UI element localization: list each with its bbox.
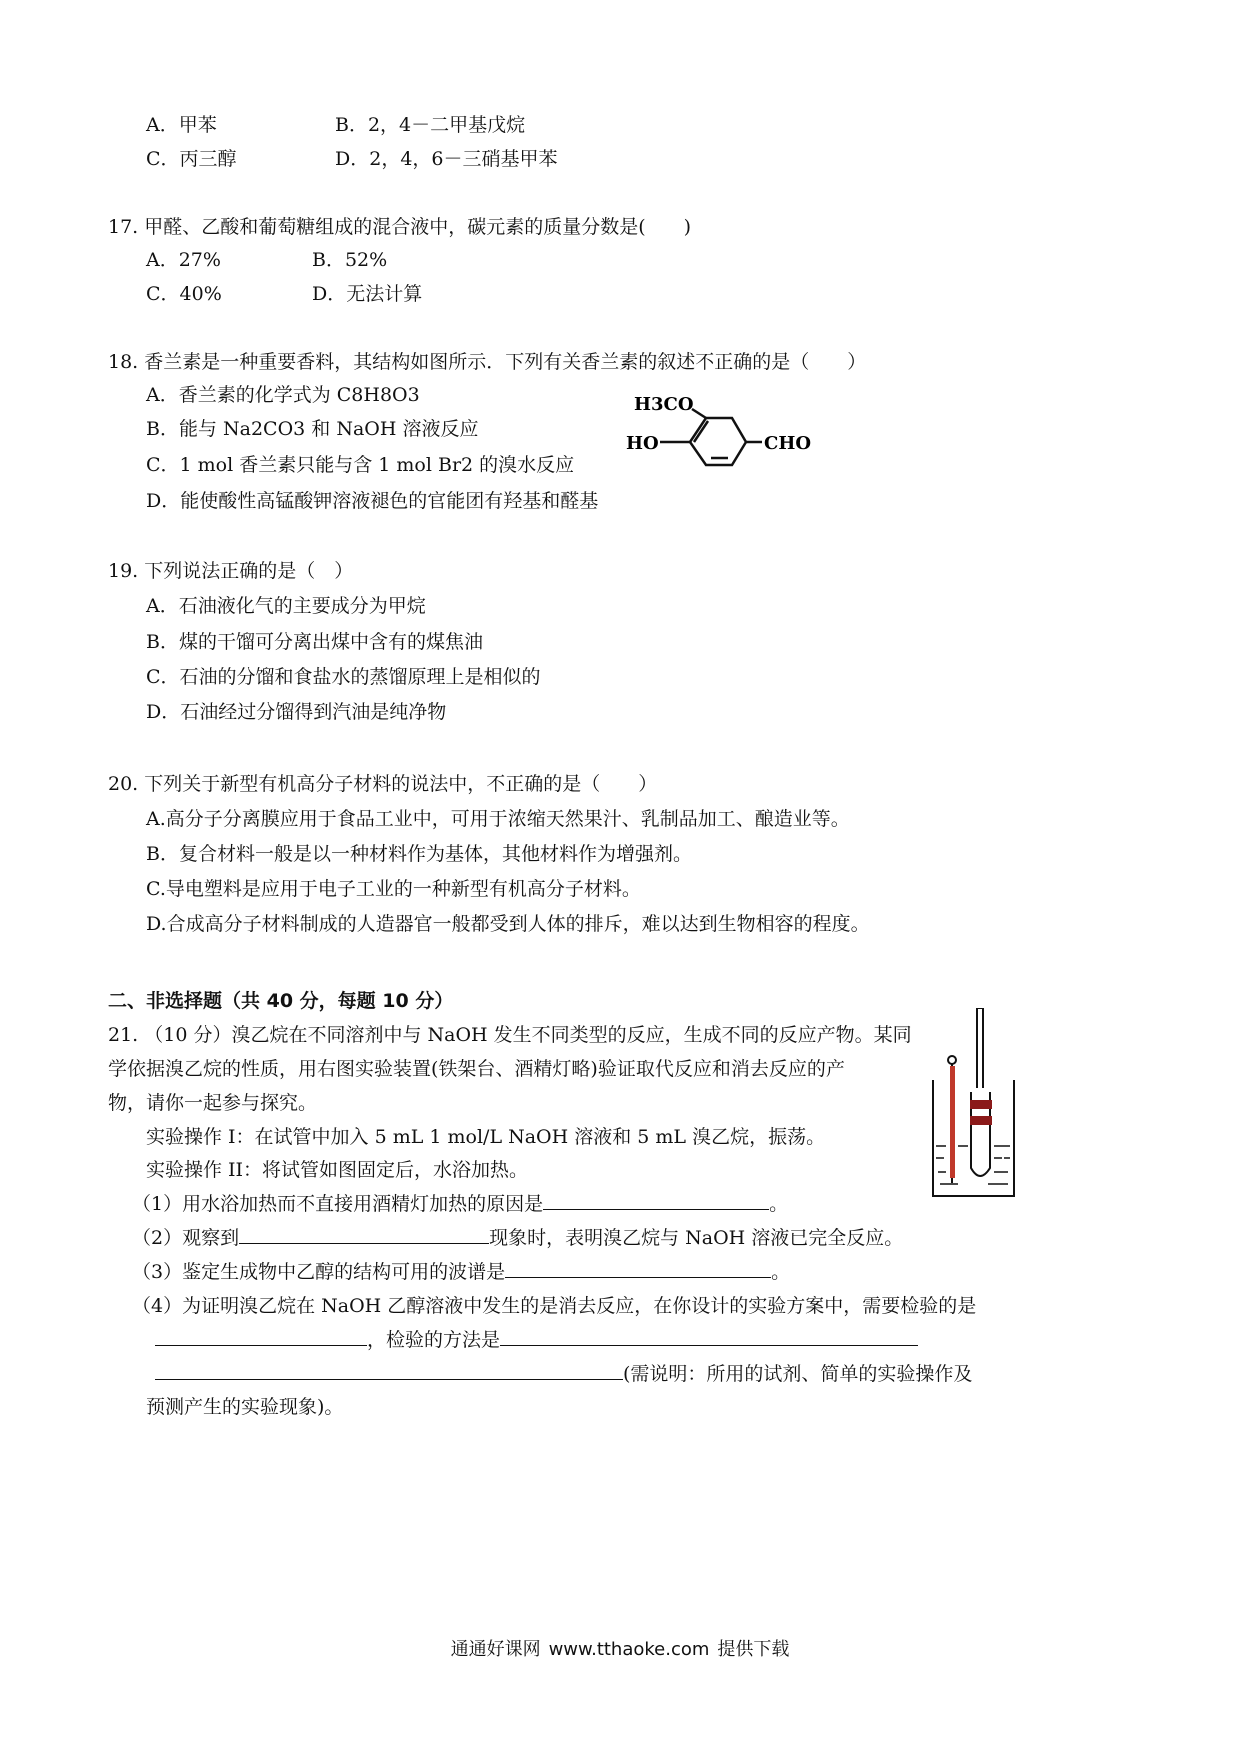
q21-part2 xyxy=(132,1225,903,1251)
q16-option-b: B．2，4－二甲基戊烷 xyxy=(335,114,526,136)
beaker xyxy=(933,1080,1014,1196)
q18-option-b: B．能与 Na2CO3 和 NaOH 溶液反应 xyxy=(146,418,479,440)
q19-stem: 19. 下列说法正确的是（ ） xyxy=(108,560,354,582)
q21-part4-line4: 预测产生的实验现象)。 xyxy=(146,1396,344,1418)
water-bath-apparatus-diagram xyxy=(928,1008,1020,1208)
water-level xyxy=(936,1146,1010,1184)
q20-option-b: B．复合材料一般是以一种材料作为基体，其他材料作为增强剂。 xyxy=(146,843,692,865)
q21-part4-note: (需说明：所用的试剂、简单的实验操作及 xyxy=(623,1363,973,1385)
thermometer-column xyxy=(950,1066,955,1178)
q17-option-b: B．52% xyxy=(312,249,388,271)
q21-part4-method-label: ，检验的方法是 xyxy=(367,1329,501,1351)
q21-part3-text: （3）鉴定生成物中乙醇的结构可用的波谱是 xyxy=(132,1261,506,1283)
q17-stem: 17. 甲醛、乙酸和葡萄糖组成的混合液中，碳元素的质量分数是( ) xyxy=(108,216,692,238)
q21-intro-line3: 物，请你一起参与探究。 xyxy=(108,1092,318,1114)
vanillin-structure-diagram xyxy=(620,385,820,490)
footer-url[interactable]: www.tthaoke.com xyxy=(548,1639,710,1660)
stopper-upper xyxy=(970,1100,992,1109)
q20-option-d: D.合成高分子材料制成的人造器官一般都受到人体的排斥，难以达到生物相容的程度。 xyxy=(146,913,870,935)
q18-option-d: D．能使酸性高锰酸钾溶液褪色的官能团有羟基和醛基 xyxy=(146,490,599,512)
q21-part4-line2 xyxy=(155,1327,918,1353)
q20-option-c: C.导电塑料是应用于电子工业的一种新型有机高分子材料。 xyxy=(146,878,641,900)
q19-option-c: C．石油的分馏和食盐水的蒸馏原理上是相似的 xyxy=(146,666,541,688)
q21-part1 xyxy=(132,1191,788,1217)
q19-option-b: B．煤的干馏可分离出煤中含有的煤焦油 xyxy=(146,631,483,653)
q21-part1-answer-blank[interactable] xyxy=(543,1191,769,1210)
q16-option-a: A．甲苯 xyxy=(146,114,217,136)
q21-operation-1: 实验操作 I：在试管中加入 5 mL 1 mol/L NaOH 溶液和 5 mL 溴乙烷，振荡。 xyxy=(146,1126,826,1148)
footer-suffix: 提供下载 xyxy=(717,1639,790,1660)
q16-option-d: D．2，4，6－三硝基甲苯 xyxy=(335,148,558,170)
q19-option-d: D．石油经过分馏得到汽油是纯净物 xyxy=(146,701,447,723)
q18-stem: 18. 香兰素是一种重要香料，其结构如图所示．下列有关香兰素的叙述不正确的是（ ） xyxy=(108,351,867,373)
q18-option-a: A．香兰素的化学式为 C8H8O3 xyxy=(146,384,420,406)
q16-option-c: C．丙三醇 xyxy=(146,148,237,170)
q21-operation-2: 实验操作 II：将试管如图固定后，水浴加热。 xyxy=(146,1159,529,1181)
q21-part2-end: 现象时，表明溴乙烷与 NaOH 溶液已完全反应。 xyxy=(489,1227,904,1249)
q21-part4-answer-blank-3[interactable] xyxy=(155,1361,623,1380)
benzene-ring xyxy=(660,409,762,465)
q20-stem: 20. 下列关于新型有机高分子材料的说法中，不正确的是（ ） xyxy=(108,773,658,795)
q17-option-c: C．40% xyxy=(146,283,222,305)
ho-label: HO xyxy=(626,433,659,454)
q21-intro-line2: 学依据溴乙烷的性质，用右图实验装置(铁架台、酒精灯略)验证取代反应和消去反应的产 xyxy=(108,1058,845,1080)
q21-part4-answer-blank-2[interactable] xyxy=(500,1327,918,1346)
q19-option-a: A．石油液化气的主要成分为甲烷 xyxy=(146,595,426,617)
footer xyxy=(0,1635,1240,1661)
cho-label: CHO xyxy=(764,433,812,454)
footer-site-name: 通通好课网 xyxy=(450,1639,541,1660)
q21-part4-line3 xyxy=(155,1361,972,1387)
stopper-lower xyxy=(970,1116,992,1125)
q21-part3 xyxy=(132,1259,790,1285)
q21-part4-line1: （4）为证明溴乙烷在 NaOH 乙醇溶液中发生的是消去反应，在你设计的实验方案中，需要检验的是 xyxy=(132,1295,977,1317)
q21-part4-answer-blank-1[interactable] xyxy=(155,1327,367,1346)
q17-option-a: A．27% xyxy=(146,249,221,271)
section-heading: 二、非选择题（共 40 分，每题 10 分） xyxy=(108,990,454,1012)
q21-part1-text: （1）用水浴加热而不直接用酒精灯加热的原因是 xyxy=(132,1193,544,1215)
q17-option-d: D．无法计算 xyxy=(312,283,423,305)
h3co-label: H3CO xyxy=(634,394,694,415)
q20-option-a: A.高分子分离膜应用于食品工业中，可用于浓缩天然果汁、乳制品加工、酿造业等。 xyxy=(146,808,850,830)
q21-intro-line1: 21. （10 分）溴乙烷在不同溶剂中与 NaOH 发生不同类型的反应，生成不同的反应产物。某同 xyxy=(108,1024,912,1046)
q21-part3-answer-blank[interactable] xyxy=(505,1259,771,1278)
q21-part2-answer-blank[interactable] xyxy=(239,1225,489,1244)
q21-part1-end: 。 xyxy=(769,1193,789,1215)
q21-part2-text: （2）观察到 xyxy=(132,1227,240,1249)
q21-part3-end: 。 xyxy=(771,1261,791,1283)
q18-option-c: C．1 mol 香兰素只能与含 1 mol Br2 的溴水反应 xyxy=(146,454,575,476)
